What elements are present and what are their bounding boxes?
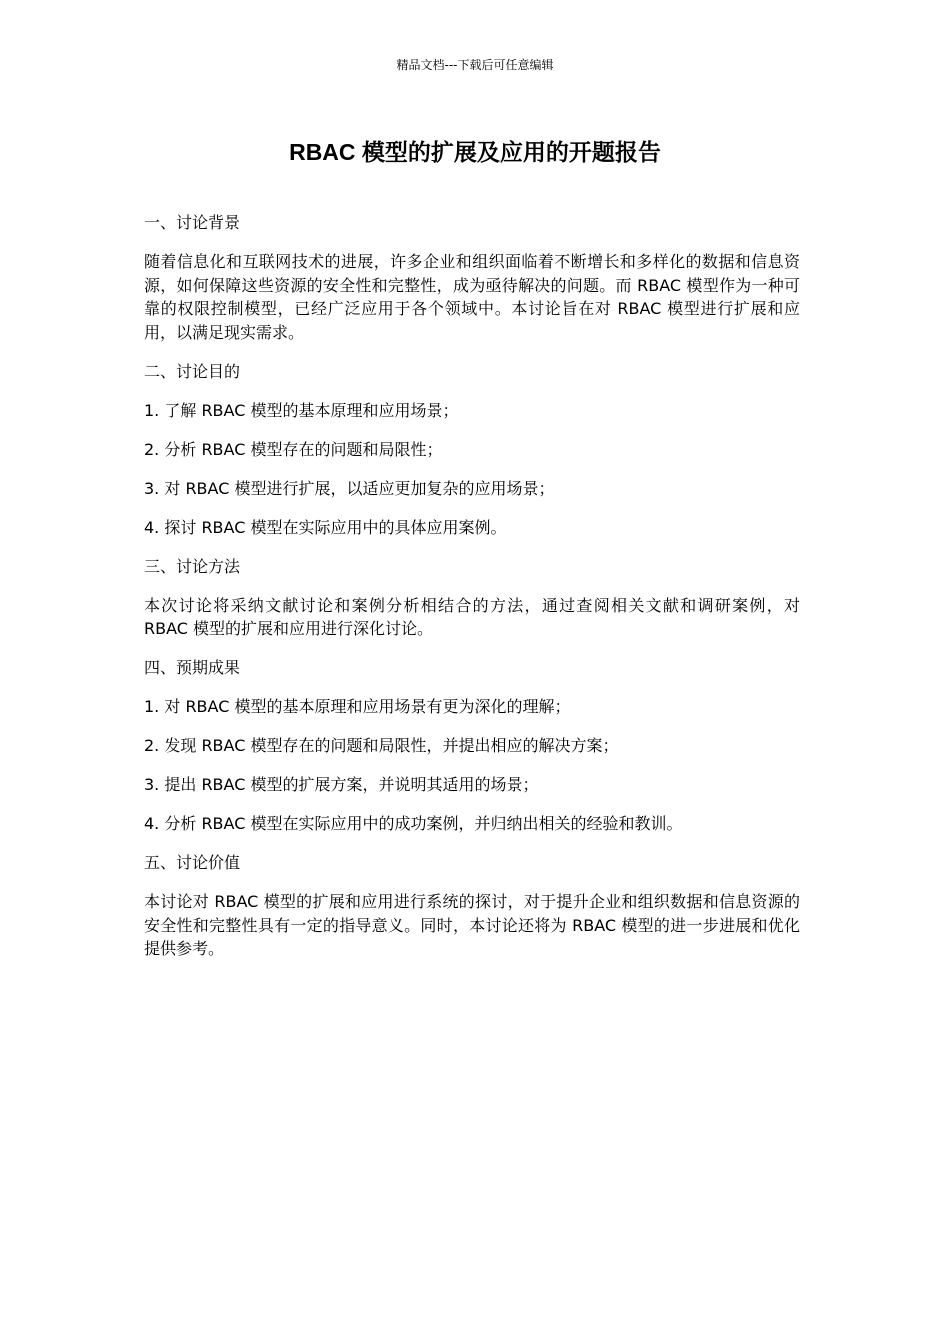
- section-heading-method: 三、讨论方法: [144, 556, 241, 576]
- purpose-item: 4. 探讨 RBAC 模型在实际应用中的具体应用案例。: [144, 517, 507, 537]
- expected-result-item: 2. 发现 RBAC 模型存在的问题和局限性，并提出相应的解决方案；: [144, 736, 619, 755]
- section-heading-expected-results: 四、预期成果: [144, 658, 241, 677]
- expected-result-item: 1. 对 RBAC 模型的基本原理和应用场景有更为深化的理解；: [144, 697, 571, 716]
- section-heading-value: 五、讨论价值: [144, 853, 241, 872]
- value-paragraph: 本讨论对 RBAC 模型的扩展和应用进行系统的探讨，对于提升企业和组织数据和信息资源的安全性和完整性具有一定的指导意义。同时，本讨论还将为 RBAC 模型的进一步进展和优化提供参考。: [144, 892, 800, 958]
- background-paragraph: 随着信息化和互联网技术的进展，许多企业和组织面临着不断增长和多样化的数据和信息资源，如何保障这些资源的安全性和完整性，成为亟待解决的问题。而 RBAC 模型作为一种可靠的权限控制模型，已经广泛应用于各个领域中。本讨论旨在对 RBAC 模型进行扩展和应用，以满足现实需求。: [144, 252, 800, 342]
- expected-result-item: 4. 分析 RBAC 模型在实际应用中的成功案例，并归纳出相关的经验和教训。: [144, 814, 683, 833]
- purpose-item: 1. 了解 RBAC 模型的基本原理和应用场景；: [144, 400, 459, 420]
- document-body: [144, 211, 800, 976]
- expected-result-item: 3. 提出 RBAC 模型的扩展方案，并说明其适用的场景；: [144, 775, 539, 794]
- section-heading-background: 一、讨论背景: [144, 213, 241, 232]
- purpose-item: 3. 对 RBAC 模型进行扩展，以适应更加复杂的应用场景；: [144, 478, 555, 498]
- method-paragraph: 本次讨论将采纳文献讨论和案例分析相结合的方法，通过查阅相关文献和调研案例，对 RBAC 模型的扩展和应用进行深化讨论。: [144, 595, 800, 638]
- section-heading-purpose: 二、讨论目的: [144, 361, 241, 381]
- purpose-item: 2. 分析 RBAC 模型存在的问题和局限性；: [144, 439, 443, 459]
- page-header-note: 精品文档---下载后可任意编辑: [396, 58, 554, 72]
- document-title: RBAC 模型的扩展及应用的开题报告: [289, 139, 661, 165]
